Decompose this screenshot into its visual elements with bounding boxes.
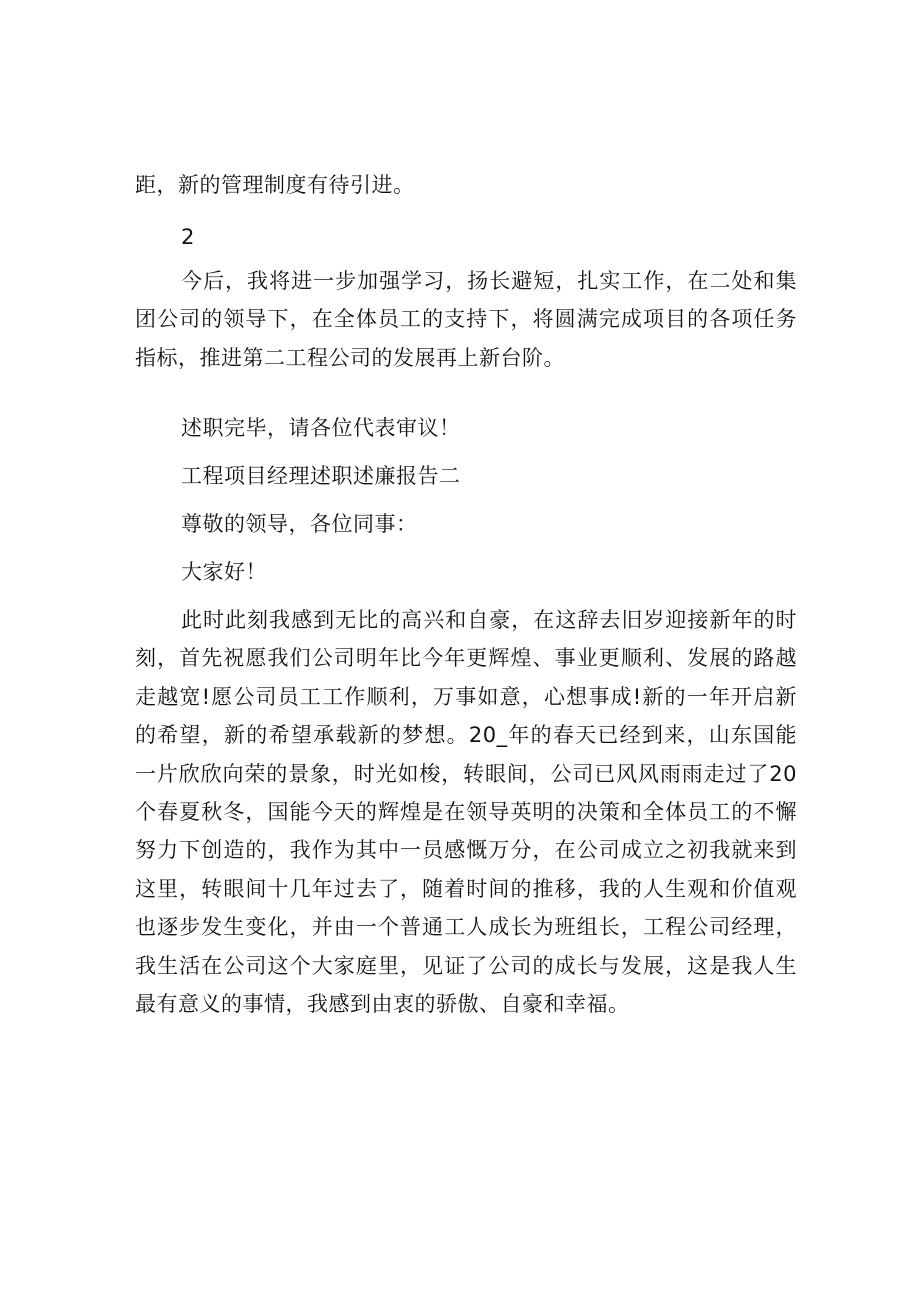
greeting: 大家好！ (181, 560, 267, 584)
report-heading: 工程项目经理述职述廉报告二 (181, 464, 461, 488)
paragraph-continuation: 距，新的管理制度有待引进。 (135, 173, 415, 197)
paragraph-closing: 述职完毕，请各位代表审议！ (181, 416, 461, 440)
paragraph-main-body: 此时此刻我感到无比的高兴和自豪，在这辞去旧岁迎接新年的时刻，首先祝愿我们公司明年比今年更辉煌、事业更顺利、发展的路越走越宽!愿公司员工工作顺利，万事如意，心想事成!新的一年开启新的希望，新的希望承载新的梦想。20_年的春天已经到来，山东国能一片欣欣向荣的景象，时光如梭，转眼间，公司已风风雨雨走过了20个春夏秋冬，国能今天的辉煌是在领导英明的决策和全体员工的不懈努力下创造的，我作为其中一员感慨万分，在公司成立之初我就来到这里，转眼间十几年过去了，随着时间的推移，我的人生观和价值观也逐步发生变化，并由一个普通工人成长为班组长，工程公司经理，我生活在公司这个大家庭里，见证了公司的成长与发展，这是我人生最有意义的事情，我感到由衷的骄傲、自豪和幸福。 (135, 608, 797, 1017)
paragraph-future-plans: 今后，我将进一步加强学习，扬长避短，扎实工作，在二处和集团公司的领导下，在全体员工的支持下，将圆满完成项目的各项任务指标，推进第二工程公司的发展再上新台阶。 (135, 269, 797, 370)
salutation: 尊敬的领导，各位同事： (181, 512, 418, 536)
page-number: 2 (181, 225, 195, 249)
